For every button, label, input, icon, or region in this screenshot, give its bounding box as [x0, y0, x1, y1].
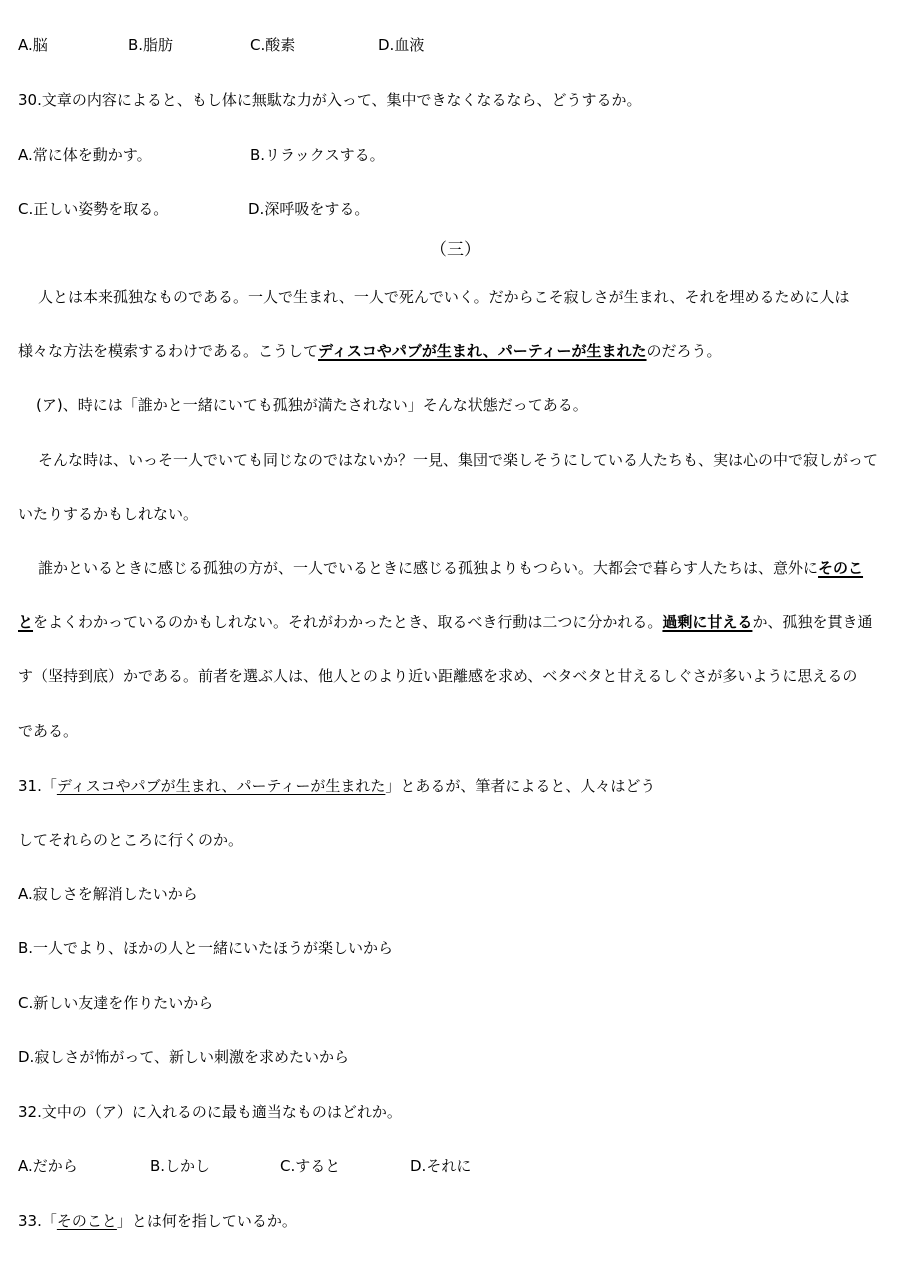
q30-option-d: D.深呼吸をする。: [248, 200, 370, 218]
q31-option-b: B.一人でより、ほかの人と一緒にいたほうが楽しいから: [18, 939, 394, 957]
underlined-phrase-sonokoto-part2: と: [18, 613, 34, 631]
passage-text: 誰かといるときに感じる孤独の方が、一人でいるときに感じる孤独よりもつらい。大都会で暮らす人たちは、意外に: [38, 559, 819, 577]
q29-option-a: A.脳: [18, 36, 48, 54]
section-heading: （三）: [430, 240, 481, 260]
passage-p4-line2: [18, 611, 872, 633]
q32-question: 32.文中の（ア）に入れるのに最も適当なものはどれか。: [18, 1103, 402, 1121]
q31-question-line1: [18, 775, 655, 797]
q32-option-d: D.それに: [410, 1157, 472, 1175]
passage-p2: (ア)、時には「誰かと一緒にいても孤独が満たされない」そんな状態だってある。: [36, 396, 588, 414]
passage-p1-line2: [18, 340, 722, 362]
q30-option-a: A.常に体を動かす。: [18, 146, 152, 164]
passage-text: か、孤独を貫き通: [752, 613, 873, 631]
passage-text: 様々な方法を模索するわけである。こうして: [18, 342, 319, 360]
q31-option-a: A.寂しさを解消したいから: [18, 885, 198, 903]
passage-p1-line1: 人とは本来孤独なものである。一人で生まれ、一人で死んでいく。だからこそ寂しさが生まれ、それを埋めるために人は: [38, 288, 850, 306]
q33-text: 」とは何を指しているか。: [116, 1212, 297, 1230]
q31-quoted-phrase: ディスコやパブが生まれ、パーティーが生まれた: [56, 777, 386, 795]
q31-option-c: C.新しい友達を作りたいから: [18, 994, 214, 1012]
q29-option-c: C.酸素: [250, 36, 296, 54]
passage-p3-line2: いたりするかもしれない。: [18, 505, 199, 523]
underlined-phrase-sonokoto-part1: そのこ: [818, 559, 864, 577]
passage-p4-line1: [38, 557, 863, 579]
q33-text: 33.「: [18, 1212, 57, 1230]
q32-option-c: C.すると: [280, 1157, 341, 1175]
q29-option-d: D.血液: [378, 36, 425, 54]
passage-text: のだろう。: [646, 342, 722, 360]
q29-option-b: B.脂肪: [128, 36, 174, 54]
q31-text: 31.「: [18, 777, 57, 795]
underlined-phrase-amaeru: 過剰に甘える: [662, 613, 753, 631]
q31-option-d: D.寂しさが怖がって、新しい刺激を求めたいから: [18, 1048, 350, 1066]
q32-option-a: A.だから: [18, 1157, 78, 1175]
passage-text: をよくわかっているのかもしれない。それがわかったとき、取るべき行動は二つに分かれる。: [33, 613, 663, 631]
q30-option-b: B.リラックスする。: [250, 146, 385, 164]
q33-quoted-phrase: そのこと: [56, 1212, 117, 1230]
underlined-phrase-disco: ディスコやパブが生まれ、パーティーが生まれた: [318, 342, 647, 360]
q30-option-c: C.正しい姿勢を取る。: [18, 200, 169, 218]
passage-p4-line4: である。: [18, 722, 79, 740]
passage-p4-line3: す（坚持到底）かである。前者を選ぶ人は、他人とのより近い距離感を求め、ベタベタと甘えるしぐさが多いように思えるの: [18, 667, 858, 685]
q30-question: 30.文章の内容によると、もし体に無駄な力が入って、集中できなくなるなら、どうするか。: [18, 91, 642, 109]
q31-text: 」とあるが、筆者によると、人々はどう: [385, 777, 656, 795]
q31-question-line2: してそれらのところに行くのか。: [18, 831, 244, 849]
passage-p3-line1: そんな時は、いっそ一人でいても同じなのではないか？一見、集団で楽しそうにしている人たちも、実は心の中で寂しがって: [38, 451, 879, 469]
q32-option-b: B.しかし: [150, 1157, 211, 1175]
q33-question: [18, 1210, 297, 1232]
